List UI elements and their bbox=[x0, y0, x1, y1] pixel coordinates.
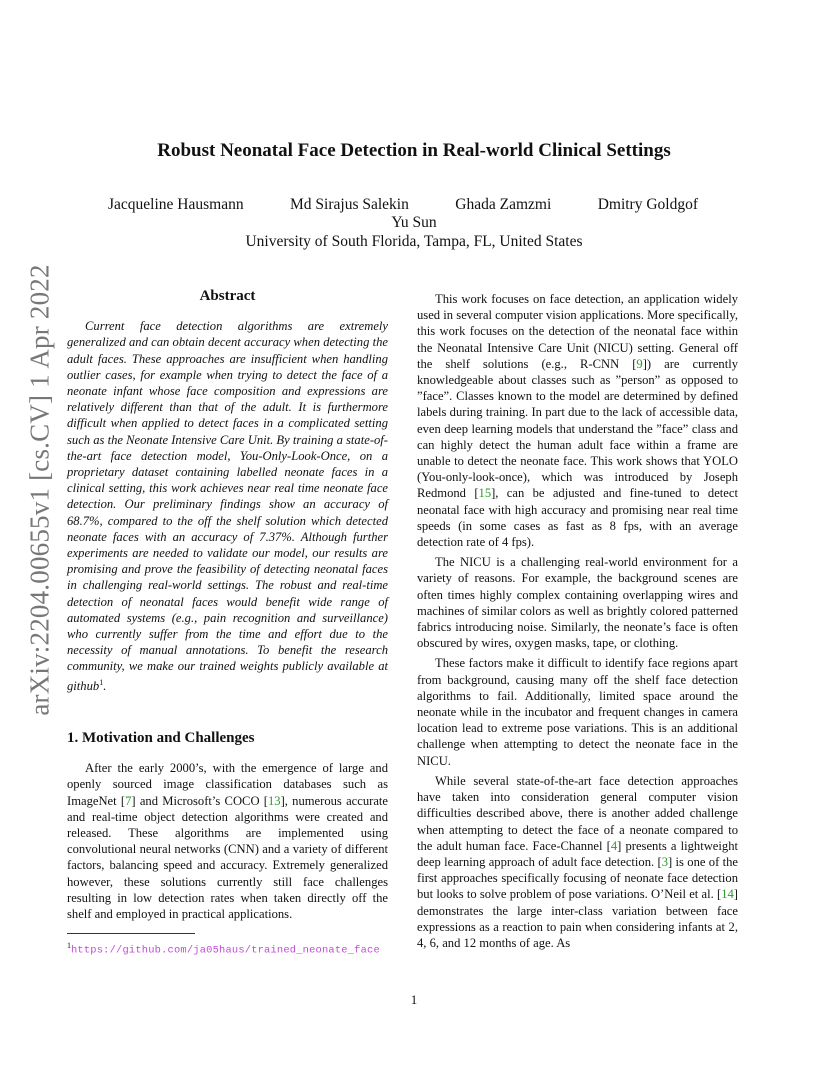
footnote-divider bbox=[67, 933, 195, 934]
github-link[interactable]: https://github.com/ja05haus/trained_neonate_face bbox=[71, 944, 380, 957]
arxiv-identifier bbox=[20, 264, 60, 716]
author-name: Ghada Zamzmi bbox=[455, 196, 552, 213]
body-paragraph: The NICU is a challenging real-world environment for a variety of reasons. For example, the background scenes are often times highly complex containing overlapping wires and machines of similar colors as well as brightly colored patterned fabrics introducing noise. Similarly, the neonate’s face is often obscured by wires, oxygen masks, tape, or clothing. bbox=[417, 555, 738, 651]
author-list bbox=[108, 196, 698, 214]
abstract-heading: Abstract bbox=[199, 288, 256, 304]
author-name: Md Sirajus Salekin bbox=[290, 196, 409, 213]
citation-link[interactable]: 15 bbox=[478, 486, 492, 501]
citation-link[interactable]: 4 bbox=[610, 838, 618, 853]
body-paragraph: While several state-of-the-art face detection approaches have taken into consideration general computer vision difficulties described above, there is another added challenge when attempting to detect the face of a neonate compared to the adult human face. Face-Channel [4] presents a lightweight deep learning approach of adult face detection. [3] is one of the first approaches specifically focusing of neonate face detection but looks to solve problem of pose variations. O’Neil et al. [14] demonstrates the large inter-class variation between face expressions as a reaction to pain when considering infants at 2, 4, 6, and 12 months of age. As bbox=[417, 773, 739, 950]
citation-link[interactable]: 9 bbox=[636, 356, 643, 371]
section-heading: 1. Motivation and Challenges bbox=[67, 730, 255, 747]
citation-link[interactable]: 14 bbox=[721, 887, 734, 902]
body-paragraph: This work focuses on face detection, an application widely used in several computer vision applications. More specifically, this work focuses on the detection of the neonatal face within the Neonatal Intensive Care Unit (NICU) setting. General off the shelf solutions (e.g., R-CNN [9]) are currently knowledgeable about classes such as ”person” as opposed to ”face”. Classes known to the model are determined by defined labels during training. In part due to the lack of accessible data, even deep learning models that understand the ”face” class and can highly detect the human adult face within a frame are unable to detect the neonate face. This work shows that YOLO (You-only-look-once), which was introduced by Joseph Redmond [15], can be adjusted and fine-tuned to detect neonatal face with high accuracy and promising near real time speeds (in some cases as fast as 8 fps, with an average detection rate of 4 fps). bbox=[417, 292, 738, 550]
body-paragraph: These factors make it difficult to identify face regions apart from background, causing many off the shelf face detection algorithms to fail. Additionally, limited space around the neonate while in the incubator and frequent changes in camera location lead to extreme pose variations. This is an additional challenge when attempting to detect the neonate face in the NICU. bbox=[417, 656, 738, 768]
affiliation: University of South Florida, Tampa, FL, United States bbox=[245, 233, 583, 250]
citation-link[interactable]: 13 bbox=[267, 793, 281, 808]
abstract-text: Current face detection algorithms are extremely generalized and can obtain decent accuracy when detecting the adult faces. These approaches are insufficient when handling outlier cases, for example when trying to detect the face of a neonate infant whose face composition and expressions are relatively different than that of the adult. It is furthermore difficult when applied to detect faces in a complicated setting such as the Neonate Intensive Care Unit. By training a state-of-the-art face detection model, You-Only-Look-Once, on a proprietary dataset containing labelled neonate faces in a clinical setting, this work achieves near real time neonate face detection. Our preliminary findings show an accuracy of 68.7%, compared to the off the shelf solution which detected neonate faces with an accuracy of 7.37%. Although further experiments are needed to validate our model, our results are promising and prove the feasibility of detecting neonatal faces in challenging real-world settings. The robust and real-time detection of neonatal faces would benefit wide range of automated systems (e.g., pain recognition and surveillance) who currently suffer from the time and effort due to the necessity of manual annotations. To benefit the research community, we make our trained weights publicly available at github$^1$. bbox=[67, 319, 388, 693]
author-name: Dmitry Goldgof bbox=[597, 196, 698, 213]
footnote-number: 1 bbox=[67, 941, 71, 950]
footnote bbox=[67, 939, 388, 958]
citation-link[interactable]: 3 bbox=[661, 854, 668, 869]
author-name: Jacqueline Hausmann bbox=[108, 196, 244, 213]
citation-link[interactable]: 7 bbox=[125, 793, 132, 808]
paper-title: Robust Neonatal Face Detection in Real-world Clinical Settings bbox=[157, 140, 671, 161]
author-name: Yu Sun bbox=[391, 214, 437, 231]
left-column bbox=[67, 288, 388, 926]
right-column bbox=[417, 291, 738, 955]
arxiv-identifier-text: arXiv:2204.00655v1 [cs.CV] 1 Apr 2022 bbox=[24, 264, 55, 716]
body-paragraph: After the early 2000’s, with the emergence of large and openly sourced image classification databases such as ImageNet [7] and Microsoft’s COCO [13], numerous accurate and real-time object detection algorithms were created and released. These algorithms are implemented using convolutional neural networks (CNN) and a variety of different factors, balancing speed and accuracy. Extremely generalized however, these solutions currently still face challenges resulting in low detection rates when taken directly off the shelf and employed in practical applications. bbox=[67, 761, 389, 922]
page-number: 1 bbox=[410, 992, 418, 1007]
footnote-marker[interactable]: 1 bbox=[99, 677, 104, 687]
